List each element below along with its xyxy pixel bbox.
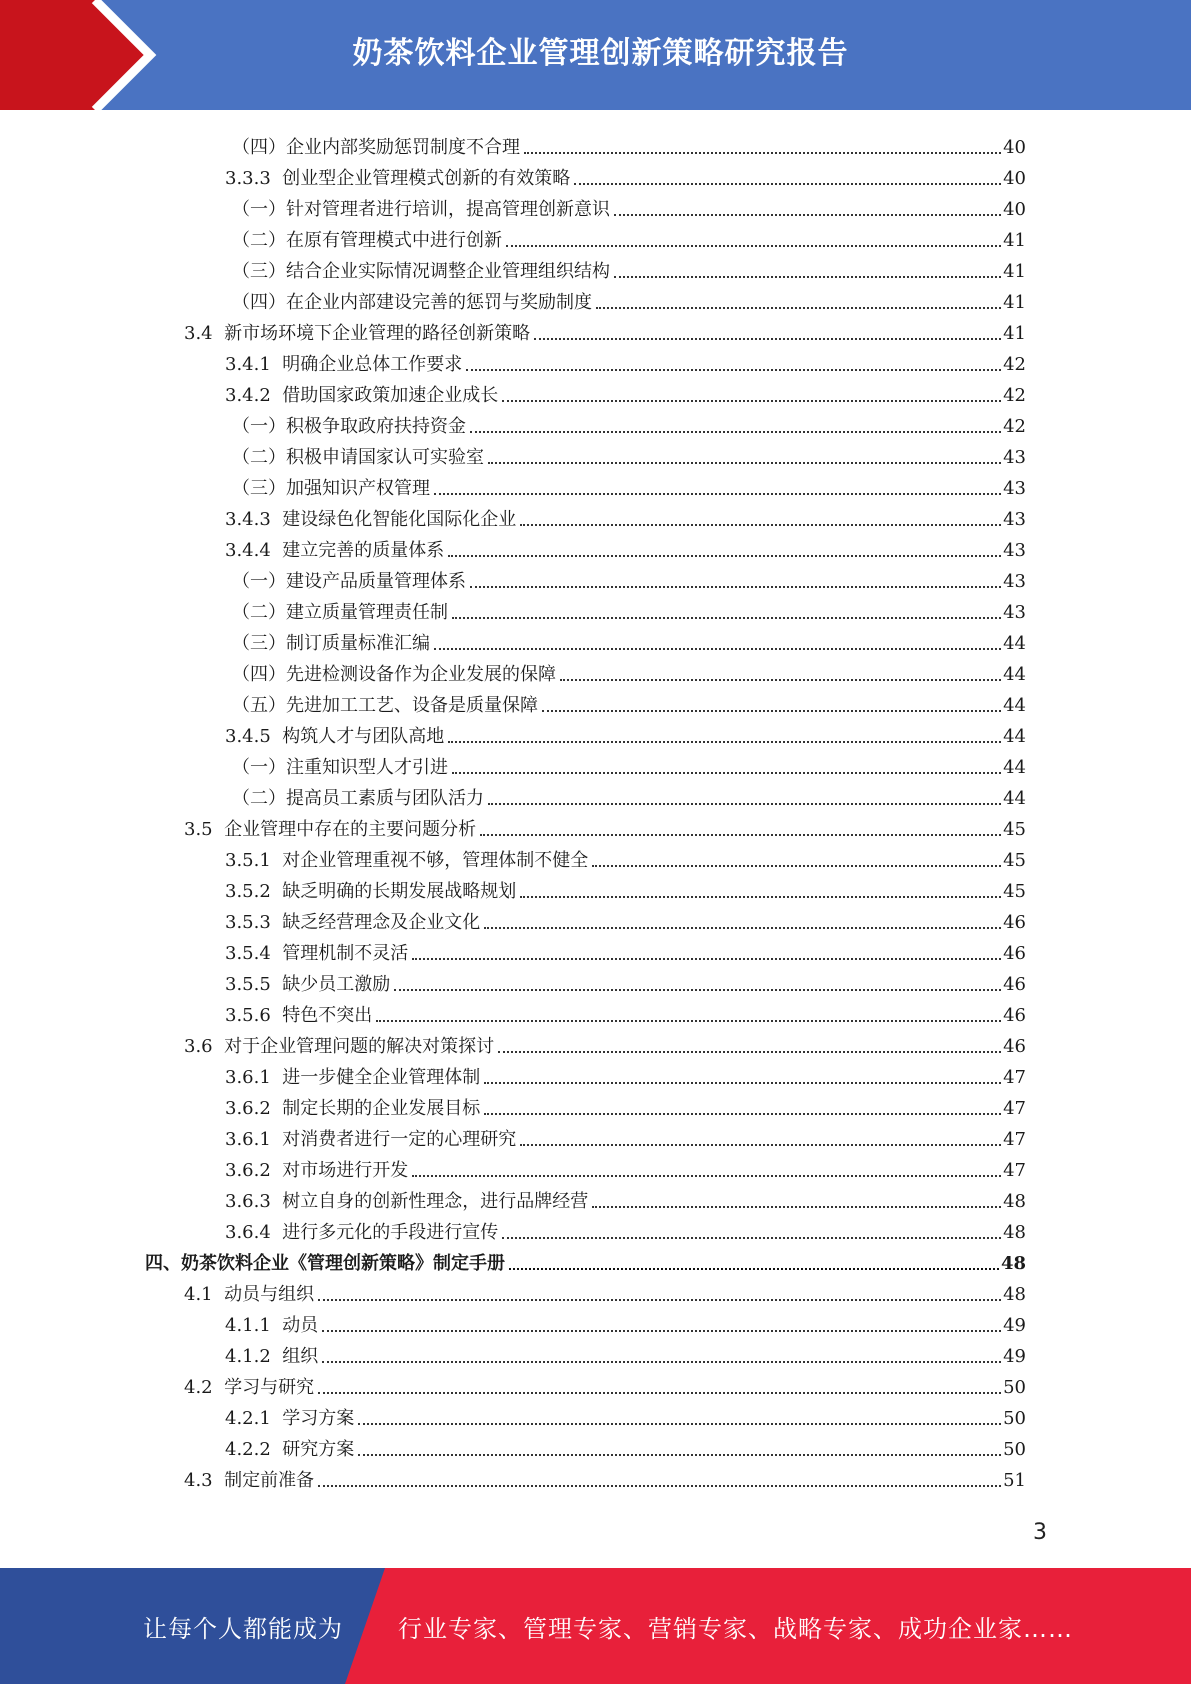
footer-slogan-right: 行业专家、管理专家、营销专家、战略专家、成功企业家…… — [398, 1614, 1073, 1643]
toc-dot-leader — [506, 245, 1001, 247]
toc-entry[interactable] — [0, 1461, 1026, 1492]
toc-entry[interactable] — [0, 686, 1026, 717]
toc-entry[interactable] — [0, 221, 1026, 252]
toc-entry-number: 4.2.1 — [225, 1408, 283, 1429]
toc-entry-title: 明确企业总体工作要求 — [282, 354, 463, 375]
toc-entry-number: （一） — [232, 757, 286, 778]
toc-entry-title: 结合企业实际情况调整企业管理组织结构 — [286, 261, 610, 282]
toc-entry-title: 加强知识产权管理 — [286, 478, 430, 499]
toc-dot-leader — [358, 1423, 1001, 1425]
toc-entry-number: （四） — [232, 664, 286, 685]
toc-entry[interactable] — [0, 841, 1026, 872]
toc-entry-number: 3.6.2 — [225, 1160, 283, 1181]
toc-entry[interactable] — [0, 345, 1026, 376]
toc-entry-page: 47 — [1003, 1098, 1026, 1119]
toc-dot-leader — [488, 462, 1001, 464]
toc-entry-title: 借助国家政策加速企业成长 — [282, 385, 499, 406]
toc-entry-title: 先进加工工艺、设备是质量保障 — [286, 695, 538, 716]
toc-entry-page: 45 — [1003, 819, 1026, 840]
toc-entry-page: 46 — [1003, 1005, 1026, 1026]
toc-dot-leader — [322, 1361, 1001, 1363]
toc-entry[interactable] — [0, 407, 1026, 438]
toc-entry-number: 3.4.2 — [225, 385, 283, 406]
toc-dot-leader — [614, 214, 1001, 216]
toc-entry-page: 44 — [1003, 726, 1026, 747]
toc-entry[interactable] — [0, 283, 1026, 314]
toc-entry[interactable] — [0, 996, 1026, 1027]
toc-entry-title: 树立自身的创新性理念，进行品牌经营 — [282, 1191, 589, 1212]
toc-entry[interactable] — [0, 531, 1026, 562]
toc-dot-leader — [412, 1175, 1001, 1177]
toc-entry-number: 4.2.2 — [225, 1439, 283, 1460]
toc-entry-page: 44 — [1003, 633, 1026, 654]
toc-dot-leader — [322, 1330, 1001, 1332]
toc-entry-number: （五） — [232, 695, 286, 716]
toc-entry-number: （二） — [232, 447, 286, 468]
toc-dot-leader — [509, 1268, 999, 1270]
toc-dot-leader — [498, 1051, 1001, 1053]
toc-entry-title: 先进检测设备作为企业发展的保障 — [286, 664, 556, 685]
toc-entry[interactable] — [0, 1213, 1026, 1244]
toc-dot-leader — [560, 679, 1001, 681]
toc-entry-page: 47 — [1003, 1129, 1026, 1150]
toc-entry-number: 3.4.3 — [225, 509, 283, 530]
toc-entry-page: 40 — [1003, 199, 1026, 220]
toc-entry-page: 44 — [1003, 788, 1026, 809]
toc-entry-title: 积极争取政府扶持资金 — [286, 416, 466, 437]
toc-entry-number: 3.6.4 — [225, 1222, 283, 1243]
toc-entry-title: 在企业内部建设完善的惩罚与奖励制度 — [286, 292, 592, 313]
toc-entry-page: 50 — [1003, 1377, 1026, 1398]
toc-entry[interactable] — [0, 965, 1026, 996]
toc-entry-page: 48 — [1000, 1253, 1026, 1274]
toc-dot-leader — [502, 400, 1001, 402]
toc-entry-number: 3.5.5 — [225, 974, 283, 995]
toc-dot-leader — [524, 152, 1001, 154]
toc-entry-page: 46 — [1003, 912, 1026, 933]
toc-entry-page: 42 — [1003, 354, 1026, 375]
toc-entry-page: 51 — [1003, 1470, 1026, 1491]
toc-entry[interactable] — [0, 1337, 1026, 1368]
toc-entry-number: 3.6.1 — [225, 1067, 283, 1088]
toc-entry-number: 4.3 — [184, 1470, 225, 1491]
toc-entry-page: 44 — [1003, 664, 1026, 685]
toc-entry[interactable] — [0, 872, 1026, 903]
toc-entry[interactable] — [0, 1120, 1026, 1151]
toc-entry-title: 进一步健全企业管理体制 — [282, 1067, 481, 1088]
toc-dot-leader — [484, 1082, 1001, 1084]
toc-entry-title: 研究方案 — [282, 1439, 355, 1460]
toc-dot-leader — [574, 183, 1001, 185]
toc-entry[interactable] — [0, 1058, 1026, 1089]
toc-entry[interactable] — [0, 593, 1026, 624]
toc-entry-page: 50 — [1003, 1439, 1026, 1460]
toc-entry-number: 3.5.1 — [225, 850, 283, 871]
toc-dot-leader — [394, 989, 1001, 991]
toc-entry-number: 4.2 — [184, 1377, 225, 1398]
toc-entry-number: 3.4.1 — [225, 354, 283, 375]
footer-slogan-left: 让每个人都能成为 — [143, 1614, 343, 1643]
toc-dot-leader — [614, 276, 1001, 278]
toc-entry-title: 积极申请国家认可实验室 — [286, 447, 484, 468]
toc-entry-page: 40 — [1003, 168, 1026, 189]
toc-entry-page: 43 — [1003, 571, 1026, 592]
toc-entry-title: 建立完善的质量体系 — [282, 540, 445, 561]
toc-dot-leader — [466, 369, 1001, 371]
toc-entry[interactable] — [0, 190, 1026, 221]
toc-entry-number: 3.4.4 — [225, 540, 283, 561]
toc-dot-leader — [592, 865, 1001, 867]
toc-entry-title: 组织 — [282, 1346, 319, 1367]
toc-entry-title: 创业型企业管理模式创新的有效策略 — [282, 168, 571, 189]
toc-dot-leader — [484, 927, 1001, 929]
toc-entry-number: （三） — [232, 478, 286, 499]
toc-entry-number: （二） — [232, 788, 286, 809]
toc-dot-leader — [452, 617, 1001, 619]
toc-entry-number: 3.5.2 — [225, 881, 283, 902]
toc-entry-number: 3.4.5 — [225, 726, 283, 747]
toc-dot-leader — [488, 803, 1001, 805]
toc-entry-page: 48 — [1003, 1284, 1026, 1305]
toc-entry[interactable] — [0, 252, 1026, 283]
toc-dot-leader — [448, 555, 1001, 557]
toc-entry-title: 针对管理者进行培训，提高管理创新意识 — [286, 199, 610, 220]
toc-dot-leader — [470, 431, 1001, 433]
toc-entry-number: 3.3.3 — [225, 168, 283, 189]
toc-entry-page: 43 — [1003, 602, 1026, 623]
toc-entry-title: 制订质量标准汇编 — [286, 633, 430, 654]
toc-entry-title: 特色不突出 — [282, 1005, 373, 1026]
toc-entry[interactable] — [0, 1182, 1026, 1213]
toc-dot-leader — [484, 1113, 1001, 1115]
toc-entry-number: （二） — [232, 230, 286, 251]
toc-entry-number: 3.6.3 — [225, 1191, 283, 1212]
toc-entry-number: 3.5.6 — [225, 1005, 283, 1026]
toc-entry-number: （一） — [232, 199, 286, 220]
toc-entry[interactable] — [0, 1027, 1026, 1058]
toc-dot-leader — [358, 1454, 1001, 1456]
toc-entry-page: 42 — [1003, 416, 1026, 437]
toc-entry-page: 41 — [1003, 230, 1026, 251]
toc-entry-number: 3.6.2 — [225, 1098, 283, 1119]
toc-entry[interactable] — [0, 655, 1026, 686]
toc-dot-leader — [318, 1299, 1001, 1301]
toc-dot-leader — [502, 1237, 1001, 1239]
page-footer — [0, 1568, 1191, 1684]
toc-entry-number: （三） — [232, 633, 286, 654]
toc-entry-title: 构筑人才与团队高地 — [282, 726, 445, 747]
toc-entry-title: 对市场进行开发 — [282, 1160, 409, 1181]
toc-entry[interactable] — [0, 624, 1026, 655]
toc-entry[interactable] — [0, 1306, 1026, 1337]
toc-entry-page: 47 — [1003, 1067, 1026, 1088]
toc-entry-number: 3.4 — [184, 323, 225, 344]
toc-dot-leader — [596, 307, 1001, 309]
toc-entry-number: 3.6 — [184, 1036, 225, 1057]
toc-entry-page: 48 — [1003, 1222, 1026, 1243]
toc-entry-page: 46 — [1003, 974, 1026, 995]
toc-entry-page: 42 — [1003, 385, 1026, 406]
toc-entry-title: 建设产品质量管理体系 — [286, 571, 466, 592]
toc-dot-leader — [434, 648, 1001, 650]
toc-entry-page: 44 — [1003, 757, 1026, 778]
toc-entry-title: 建设绿色化智能化国际化企业 — [282, 509, 517, 530]
toc-entry[interactable] — [0, 562, 1026, 593]
toc-entry-page: 41 — [1003, 292, 1026, 313]
toc-entry-title: 进行多元化的手段进行宣传 — [282, 1222, 499, 1243]
toc-entry[interactable] — [0, 1244, 1026, 1275]
toc-entry-title: 在原有管理模式中进行创新 — [286, 230, 502, 251]
page-header — [0, 0, 1191, 110]
toc-entry-page: 50 — [1003, 1408, 1026, 1429]
toc-dot-leader — [376, 1020, 1001, 1022]
toc-entry-title: 新市场环境下企业管理的路径创新策略 — [224, 323, 531, 344]
toc-entry-title: 制定长期的企业发展目标 — [282, 1098, 481, 1119]
toc-entry-page: 49 — [1003, 1346, 1026, 1367]
toc-entry-page: 40 — [1003, 137, 1026, 158]
toc-entry[interactable] — [0, 500, 1026, 531]
toc-entry-title: 动员与组织 — [224, 1284, 315, 1305]
toc-entry-title: 四、奶茶饮料企业《管理创新策略》制定手册 — [145, 1253, 505, 1274]
toc-entry[interactable] — [0, 717, 1026, 748]
toc-entry[interactable] — [0, 314, 1026, 345]
toc-dot-leader — [480, 834, 1001, 836]
toc-entry-page: 45 — [1003, 850, 1026, 871]
toc-dot-leader — [520, 1144, 1001, 1146]
toc-entry-title: 对企业管理重视不够，管理体制不健全 — [282, 850, 589, 871]
toc-dot-leader — [534, 338, 1001, 340]
toc-entry[interactable] — [0, 469, 1026, 500]
header-arrow-decoration — [0, 0, 200, 110]
toc-entry[interactable] — [0, 159, 1026, 190]
toc-entry[interactable] — [0, 748, 1026, 779]
toc-entry-number: 3.5 — [184, 819, 225, 840]
toc-entry-title: 提高员工素质与团队活力 — [286, 788, 484, 809]
toc-entry[interactable] — [0, 1151, 1026, 1182]
toc-entry-page: 43 — [1003, 509, 1026, 530]
toc-dot-leader — [470, 586, 1001, 588]
toc-dot-leader — [452, 772, 1001, 774]
toc-entry-number: （二） — [232, 602, 286, 623]
toc-entry-page: 49 — [1003, 1315, 1026, 1336]
toc-entry[interactable] — [0, 1430, 1026, 1461]
toc-entry-number: 4.1.1 — [225, 1315, 283, 1336]
toc-dot-leader — [592, 1206, 1001, 1208]
toc-dot-leader — [520, 896, 1001, 898]
toc-entry[interactable] — [0, 779, 1026, 810]
toc-entry-page: 46 — [1003, 1036, 1026, 1057]
toc-entry-page: 41 — [1003, 323, 1026, 344]
toc-entry-page: 47 — [1003, 1160, 1026, 1181]
toc-entry-title: 缺少员工激励 — [282, 974, 391, 995]
toc-entry-title: 对于企业管理问题的解决对策探讨 — [224, 1036, 495, 1057]
toc-entry[interactable] — [0, 128, 1026, 159]
toc-entry-number: （三） — [232, 261, 286, 282]
toc-entry[interactable] — [0, 934, 1026, 965]
toc-dot-leader — [318, 1392, 1001, 1394]
toc-entry-page: 44 — [1003, 695, 1026, 716]
page-number: 3 — [1033, 1520, 1047, 1545]
toc-entry[interactable] — [0, 438, 1026, 469]
toc-entry-title: 建立质量管理责任制 — [286, 602, 448, 623]
toc-entry-number: （一） — [232, 416, 286, 437]
toc-dot-leader — [434, 493, 1001, 495]
toc-entry[interactable] — [0, 810, 1026, 841]
toc-dot-leader — [318, 1485, 1001, 1487]
toc-entry-page: 48 — [1003, 1191, 1026, 1212]
toc-entry-title: 学习方案 — [282, 1408, 355, 1429]
toc-entry-title: 缺乏明确的长期发展战略规划 — [282, 881, 517, 902]
toc-entry-title: 学习与研究 — [224, 1377, 315, 1398]
header-title: 奶茶饮料企业管理创新策略研究报告 — [352, 36, 849, 71]
toc-entry-title: 注重知识型人才引进 — [286, 757, 448, 778]
toc-entry-number: 4.1.2 — [225, 1346, 283, 1367]
toc-entry-title: 动员 — [282, 1315, 319, 1336]
toc-entry-page: 43 — [1003, 447, 1026, 468]
toc-entry-title: 制定前准备 — [224, 1470, 315, 1491]
toc-dot-leader — [520, 524, 1001, 526]
toc-entry-page: 43 — [1003, 540, 1026, 561]
toc-entry-number: 3.5.4 — [225, 943, 283, 964]
toc-entry-number: 3.5.3 — [225, 912, 283, 933]
toc-dot-leader — [448, 741, 1001, 743]
toc-entry-page: 46 — [1003, 943, 1026, 964]
toc-entry[interactable] — [0, 1399, 1026, 1430]
toc-entry[interactable] — [0, 1089, 1026, 1120]
toc-entry[interactable] — [0, 903, 1026, 934]
toc-entry[interactable] — [0, 1368, 1026, 1399]
toc-entry-number: （四） — [232, 292, 286, 313]
toc-entry-title: 缺乏经营理念及企业文化 — [282, 912, 481, 933]
toc-entry-title: 企业内部奖励惩罚制度不合理 — [286, 137, 520, 158]
toc-entry[interactable] — [0, 376, 1026, 407]
toc-entry-page: 43 — [1003, 478, 1026, 499]
toc-dot-leader — [412, 958, 1001, 960]
toc-entry-page: 45 — [1003, 881, 1026, 902]
toc-entry-title: 管理机制不灵活 — [282, 943, 409, 964]
toc-entry[interactable] — [0, 1275, 1026, 1306]
toc-entry-title: 企业管理中存在的主要问题分析 — [224, 819, 477, 840]
toc-entry-title: 对消费者进行一定的心理研究 — [282, 1129, 517, 1150]
toc-entry-number: 3.6.1 — [225, 1129, 283, 1150]
toc-entry-number: 4.1 — [184, 1284, 225, 1305]
toc-dot-leader — [542, 710, 1001, 712]
toc-entry-number: （一） — [232, 571, 286, 592]
toc-entry-number: （四） — [232, 137, 286, 158]
toc-entry-page: 41 — [1003, 261, 1026, 282]
